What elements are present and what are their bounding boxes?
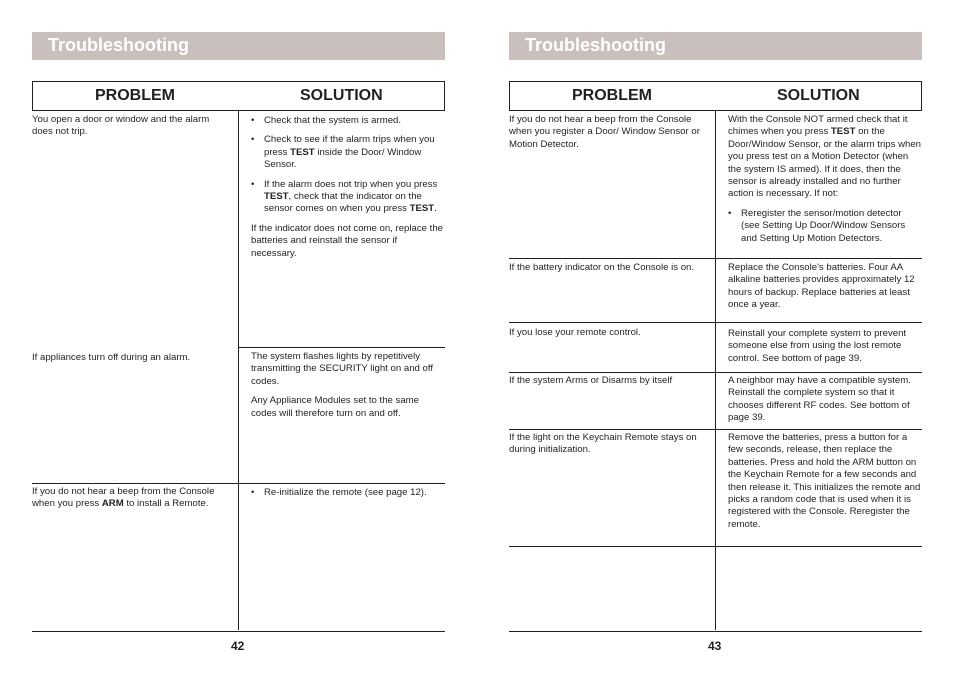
solution-cell: Reinstall your complete system to prevent someone else from using the lost remote control. See bottom of page 39. [728,328,907,364]
footer-rule [509,631,922,632]
title-banner [509,32,922,60]
page-number: 42 [231,639,245,653]
problem-cell: If the battery indicator on the Console is on. [509,262,695,273]
solution-cell: Remove the batteries, press a button for a few seconds, release, then replace the batteries. Press and hold the ARM button on the Keychain Remote for a few seconds and then release it. This initializes the remote and picks a random code that is used when it is registered with the Console. Reregister the remote. [728,432,921,530]
solution-header: SOLUTION [300,87,383,104]
solution-paragraph: Any Appliance Modules set to the same codes will therefore turn on and off. [251,395,419,419]
solution-paragraph: The system flashes lights by repetitively transmitting the SECURITY light on and off codes. [251,351,434,387]
solution-note: If the indicator does not come on, replace the batteries and reinstall the sensor if necessary. [251,222,443,259]
solution-bullet: • If the alarm does not trip when you press TEST, check that the indicator on the sensor comes on when you press TEST. [251,179,445,216]
solution-cell [728,114,922,252]
problem-cell: You open a door or window and the alarm does not trip. [32,114,210,138]
column-divider [238,110,239,630]
solution-bullet: • Check that the system is armed. [251,115,445,127]
solution-header: SOLUTION [777,87,860,104]
table-header [509,81,922,111]
page-title: Troubleshooting [525,35,666,55]
solution-cell [251,351,445,427]
row-separator [32,483,445,484]
problem-header: PROBLEM [95,87,175,104]
row-separator [509,372,922,373]
column-divider [715,110,716,630]
solution-cell: Replace the Console's batteries. Four AA alkaline batteries provides approximately 12 hours of backup. Replace batteries at least once a year. [728,262,915,311]
problem-cell: If you do not hear a beep from the Console when you press ARM to install a Remote. [32,486,215,510]
page-number: 43 [708,639,722,653]
problem-cell: If you do not hear a beep from the Console when you register a Door/ Window Sensor or Motion Detector. [509,114,700,150]
problem-cell: If the light on the Keychain Remote stays on during initialization. [509,432,697,456]
problem-cell: If the system Arms or Disarms by itself [509,375,673,386]
solution-bullet: • Check to see if the alarm trips when you press TEST inside the Door/ Window Sensor. [251,134,445,171]
solution-cell: A neighbor may have a compatible system. Reinstall the complete system so that it chooses different RF codes. See bottom of page 39. [728,375,911,424]
footer-rule [32,631,445,632]
problem-cell: If appliances turn off during an alarm. [32,352,191,363]
title-banner [32,32,445,60]
solution-cell [251,487,445,506]
row-separator [509,322,922,323]
problem-cell: If you lose your remote control. [509,327,641,338]
solution-cell [251,115,445,267]
row-separator [509,258,922,259]
row-separator [509,546,922,547]
page-title: Troubleshooting [48,35,189,55]
table-header [32,81,445,111]
solution-paragraph: With the Console NOT armed check that it chimes when you press TEST on the Door/Window Sensor, or the alarm trips when you press test on a Motion Detector (when the system IS armed). If it does, then the sensor is already installed and no further action is necessary. If not: [728,114,922,200]
row-separator [238,347,445,348]
row-separator [509,429,922,430]
solution-bullet: • Re-initialize the remote (see page 12). [251,487,445,499]
solution-bullet: • Reregister the sensor/motion detector (see Setting Up Door/Window Sensors and Setting Up Motion Detectors. [728,208,922,245]
problem-header: PROBLEM [572,87,652,104]
